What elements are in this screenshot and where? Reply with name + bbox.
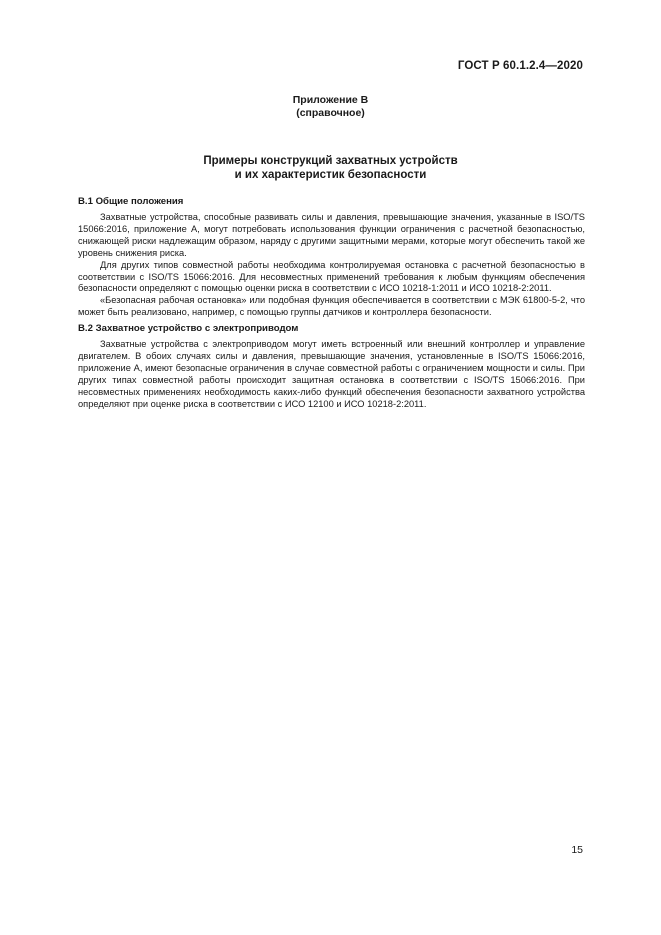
- paragraph: Захватные устройства с электроприводом могут иметь встроенный или внешний контроллер и управление двигателем. В обоих случаях силы и давления, превышающие значения, установленные в ISO/TS 15066:2016, приложение А, имеют безопасные ограничения в случае совместной работы с ограничением мощности и силы. При других типах совместной работы происходит защитная остановка в соответствии с ISO/TS 15066:2016. При несовместных применениях необходимость каких-либо функций обеспечения безопасности захватного устройства определяют при оценке риска в соответствии с ИСО 12100 и ИСО 10218-2:2011.: [78, 339, 585, 409]
- document-body: [78, 196, 585, 411]
- page-number: 15: [571, 844, 583, 856]
- standard-code-header: ГОСТ Р 60.1.2.4—2020: [457, 60, 583, 72]
- section-heading: В.2 Захватное устройство с электроприводом: [78, 323, 299, 335]
- paragraph: Для других типов совместной работы необходима контролируемая остановка с расчетной безопасностью в соответствии с ISO/TS 15066:2016. Для несовместных применений требования к любым функциям обеспечения безопасности определяют с помощью оценки риска в соответствии с ИСО 10218-1:2011 и ИСО 10218-2:2011.: [78, 259, 585, 294]
- paragraph: «Безопасная рабочая остановка» или подобная функция обеспечивается в соответствии с МЭК 61800-5-2, что может быть реализовано, например, с помощью группы датчиков и контроллера безопасности.: [78, 295, 585, 318]
- section-b2: [78, 323, 585, 410]
- section-b1: [78, 196, 585, 319]
- appendix-note: (справочное): [296, 107, 365, 119]
- paragraph: Захватные устройства, способные развивать силы и давления, превышающие значения, указанные в ISO/TS 15066:2016, приложение А, могут потребовать использования функции ограничения с расчетной безопасностью, снижающей риски надлежащим образом, наряду с другими защитными мерами, которые могут обеспечить такой же уровень снижения риска.: [78, 212, 585, 258]
- appendix-title: Приложение В: [292, 94, 369, 106]
- document-title-line-2: и их характеристик безопасности: [234, 169, 427, 181]
- document-title-line-1: Примеры конструкций захватных устройств: [203, 155, 458, 167]
- section-heading: В.1 Общие положения: [78, 196, 184, 207]
